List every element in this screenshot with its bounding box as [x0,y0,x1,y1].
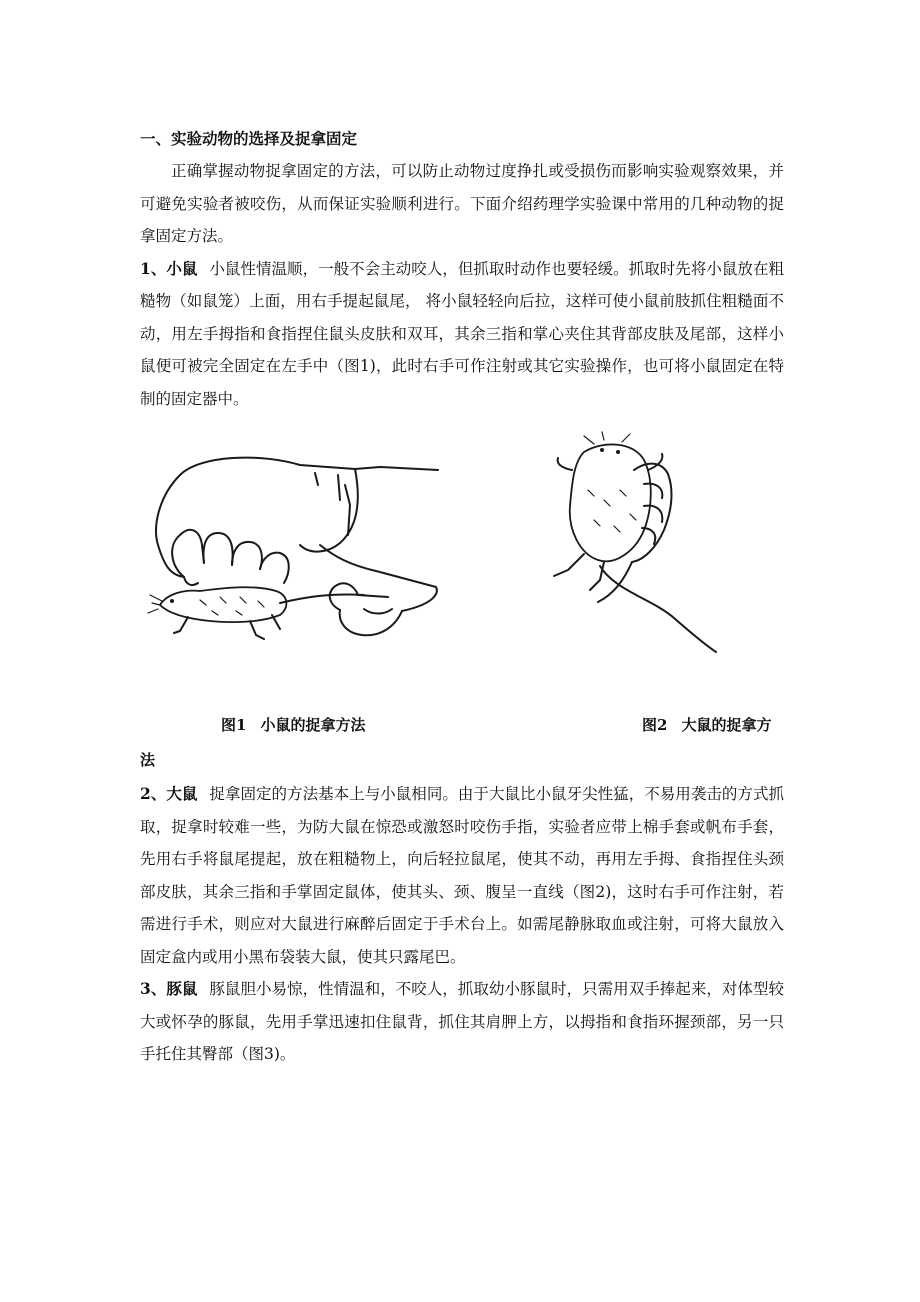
figure-2-number: 图2 [642,716,668,734]
item-mouse-paragraph [140,253,784,416]
item-rat-text: 捉拿固定的方法基本上与小鼠相同。由于大鼠比小鼠牙尖性猛，不易用袭击的方式抓取，捉拿时较难一些，为防大鼠在惊恐或激怒时咬伤手指，实验者应带上棉手套或帆布手套，先用右手将鼠尾提起，放在粗糙物上，向后轻拉鼠尾，使其不动，再用左手拇、食指捏住头颈部皮肤，其余三指和手掌固定鼠体，使其头、颈、腹呈一直线（图2)，这时右手可作注射，若需进行手术，则应对大鼠进行麻醉后固定于手术台上。如需尾静脉取血或注射，可将大鼠放入固定盒内或用小黑布袋装大鼠，使其只露尾巴。 [140,785,784,966]
item-mouse-text: 小鼠性情温顺，一般不会主动咬人，但抓取时动作也要轻缓。抓取时先将小鼠放在粗糙物（如鼠笼）上面，用右手提起鼠尾， 将小鼠轻轻向后拉，这样可使小鼠前肢抓住粗糙面不动，用左手拇指和食指捏住鼠头皮肤和双耳，其余三指和掌心夹住其背部皮肤及尾部，这样小鼠便可被完全固定在左手中（图1)，此时右手可作注射或其它实验操作，也可将小鼠固定在特制的固定器中。 [140,259,784,408]
body-block [140,778,784,1071]
section-title: 一、实验动物的选择及捉拿固定 [140,129,358,148]
figure-1-caption-text: 小鼠的捉拿方法 [260,716,366,734]
item-guinea-pig-text: 豚鼠胆小易惊，性情温和，不咬人，抓取幼小豚鼠时，只需用双手捧起来，对体型较大或怀孕的豚鼠，先用手掌迅速扣住鼠背，抓住其肩胛上方，以拇指和食指环握颈部，另一只手托住其臀部（图3)。 [140,980,784,1063]
figure-1-number: 图1 [221,716,247,734]
figure-1-mouse-illustration [140,445,450,650]
figure-2-caption-text: 大鼠的捉拿方 [681,716,772,734]
intro-paragraph: 正确掌握动物捉拿固定的方法，可以防止动物过度挣扎或受损伤而影响实验观察效果，并可避免实验者被咬伤，从而保证实验顺利进行。下面介绍药理学实验课中常用的几种动物的捉拿固定方法。 [140,162,784,245]
intro-block [140,155,784,415]
item-guinea-pig-lead: 3、豚鼠 [140,979,198,998]
figure-2-caption [642,710,771,740]
figure-2-rat-illustration [544,430,724,658]
item-rat-lead: 2、大鼠 [140,784,198,803]
item-mouse-lead: 1、小鼠 [140,258,198,278]
figure-2-caption-wrap: 法 [140,751,156,769]
item-guinea-pig-paragraph [140,973,784,1071]
item-rat-paragraph [140,778,784,973]
figure-1-caption [221,710,365,740]
